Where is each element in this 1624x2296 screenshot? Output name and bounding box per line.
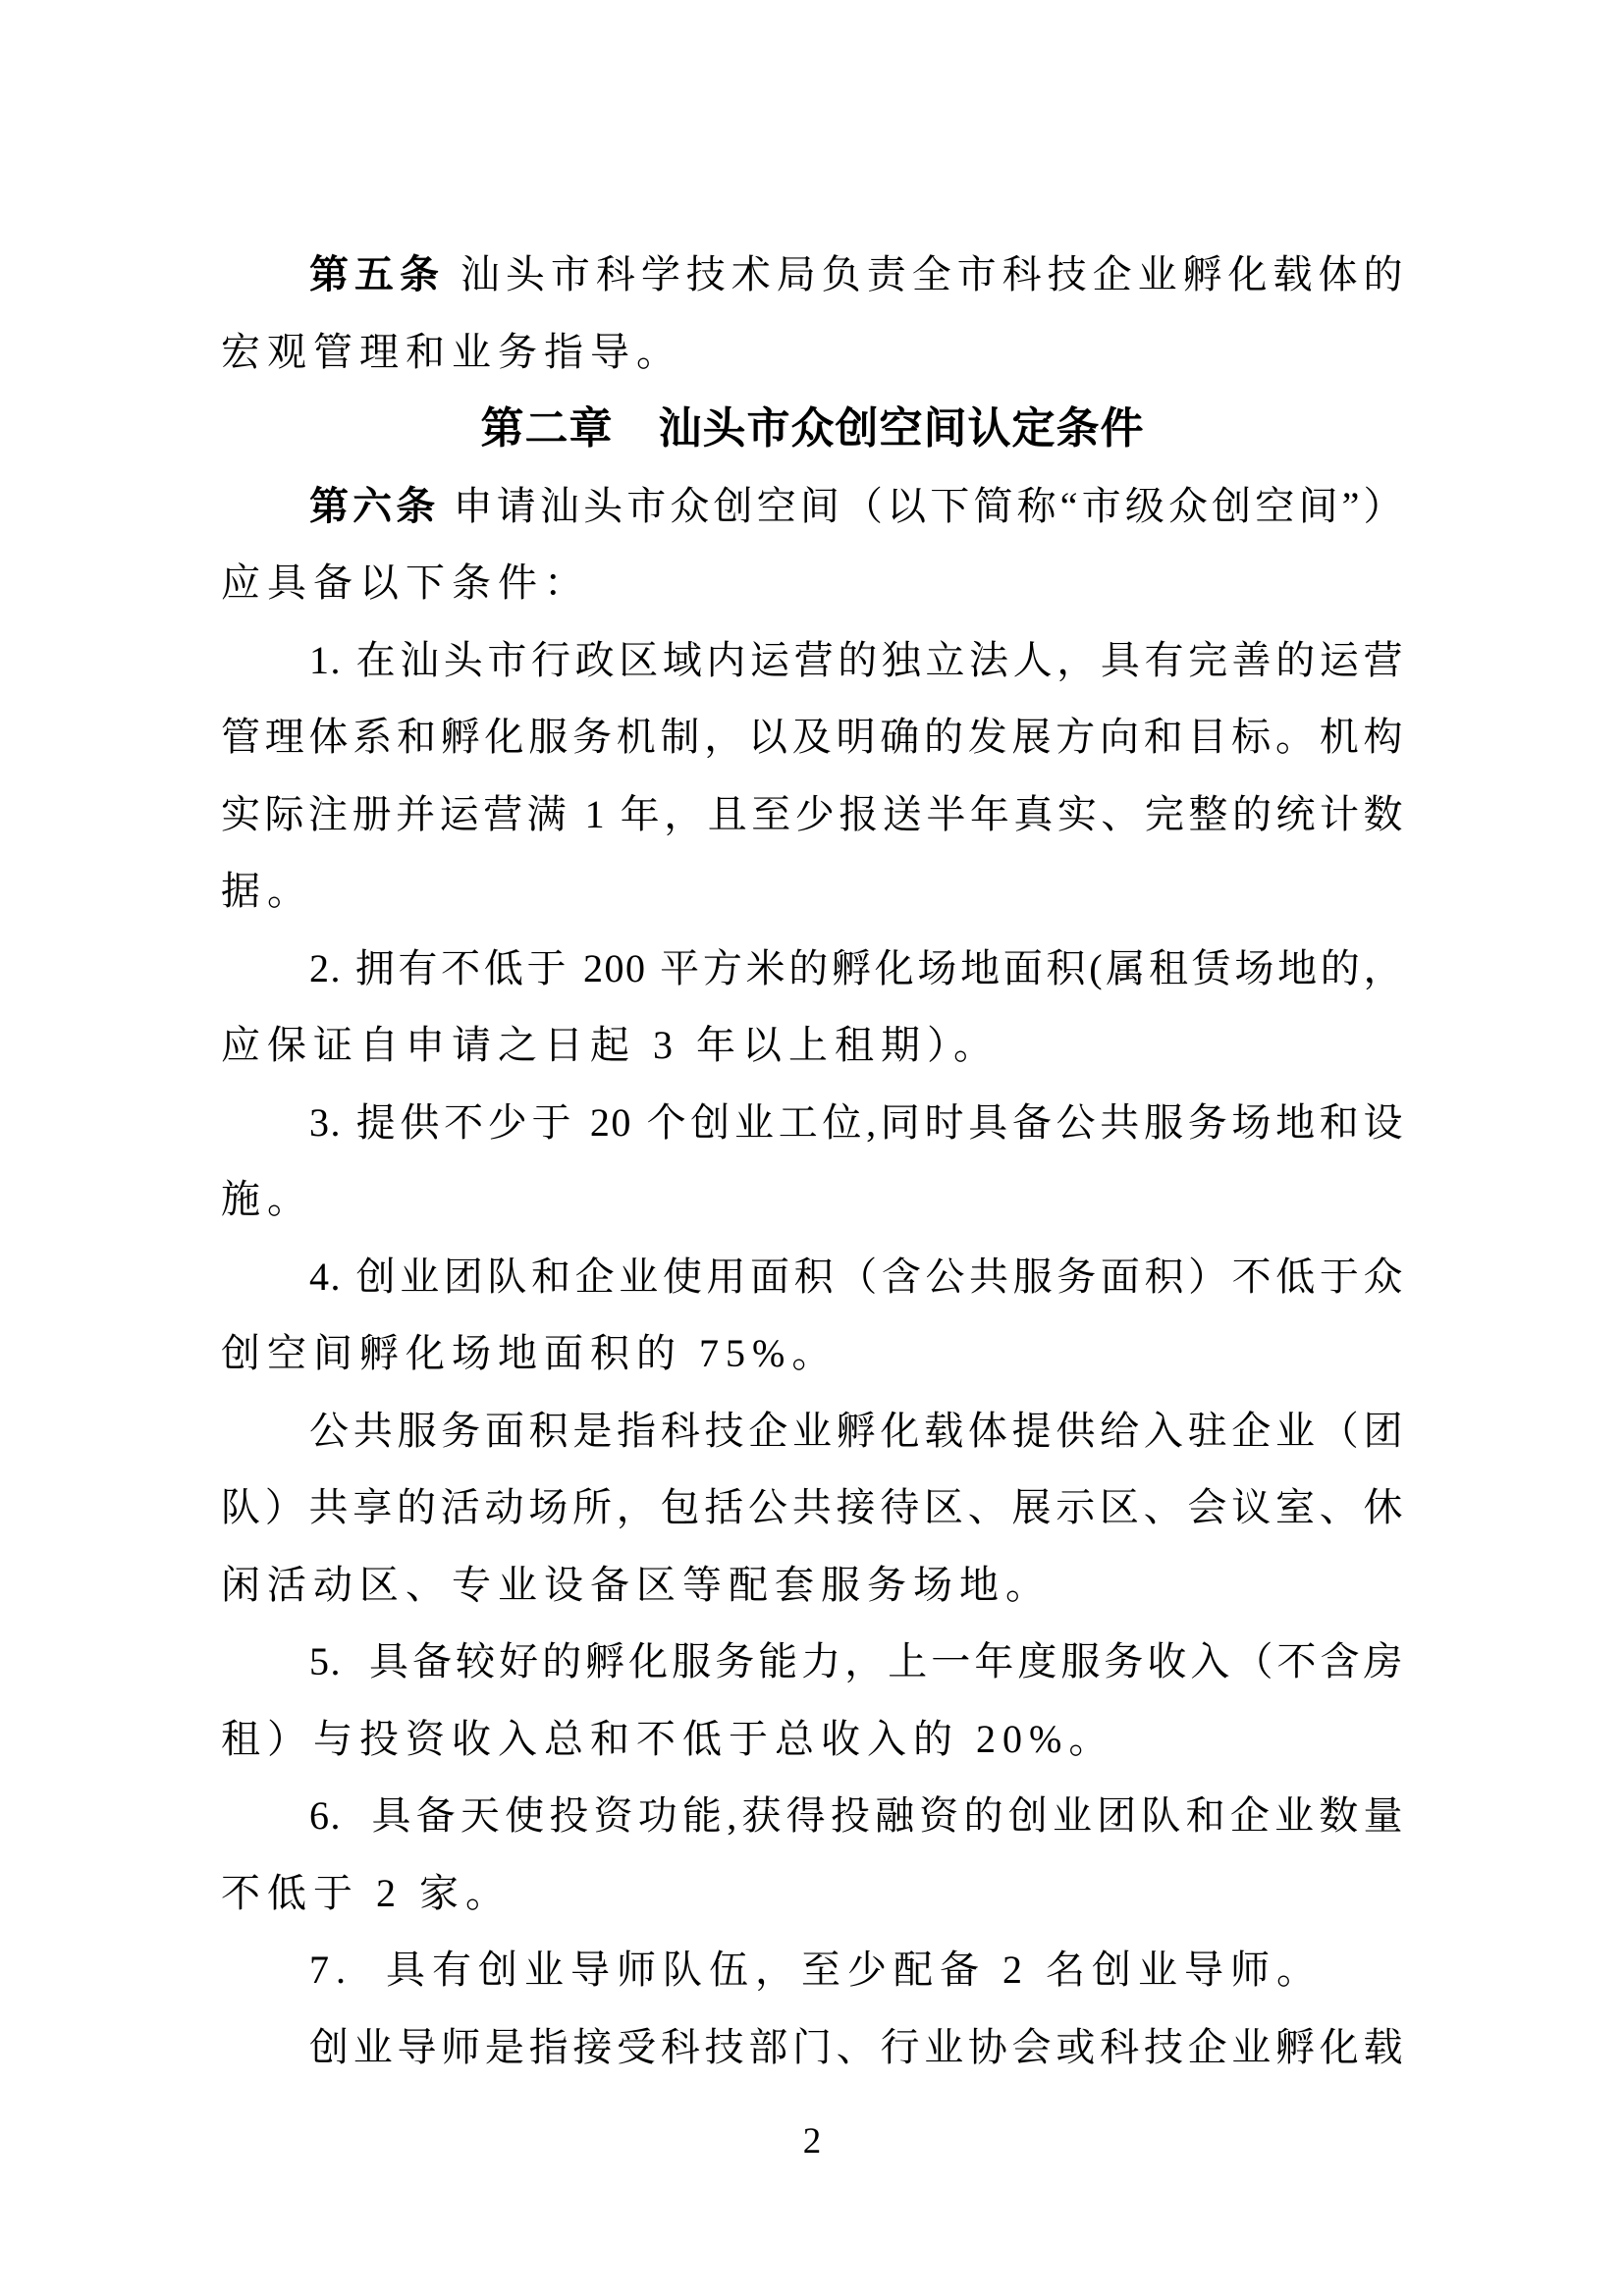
list-item-line: 3. 提供不少于 20 个创业工位,同时具备公共服务场地和设 xyxy=(309,1099,1404,1145)
paragraph-line: 应具备以下条件： xyxy=(221,561,590,605)
chapter-title: 汕头市众创空间认定条件 xyxy=(658,404,1145,453)
paragraph-line: 租）与投资收入总和不低于总收入的 20%。 xyxy=(221,1716,1115,1761)
paragraph-line: 创空间孵化场地面积的 75%。 xyxy=(221,1331,839,1375)
list-item-line: 5. 具备较好的孵化服务能力，上一年度服务收入（不含房 xyxy=(309,1639,1404,1683)
paragraph-line: 管理体系和孵化服务机制，以及明确的发展方向和目标。机构 xyxy=(221,715,1404,759)
paragraph-line xyxy=(221,468,1404,546)
line-text: 申请汕头市众创空间（以下简称“市级众创空间”） xyxy=(439,483,1405,528)
chapter-heading xyxy=(221,391,1404,468)
list-item-line: 1. 在汕头市行政区域内运营的独立法人，具有完善的运营 xyxy=(309,637,1404,682)
paragraph-line: 实际注册并运营满 1 年，且至少报送半年真实、完整的统计数 xyxy=(221,791,1404,836)
paragraph-line: 宏观管理和业务指导。 xyxy=(221,329,682,374)
page-number: 2 xyxy=(802,2121,822,2162)
paragraph-line: 据。 xyxy=(221,869,313,913)
list-item-line: 7. 具有创业导师队伍，至少配备 2 名创业导师。 xyxy=(309,1948,1323,1992)
paragraph-line: 公共服务面积是指科技企业孵化载体提供给入驻企业（团 xyxy=(309,1408,1404,1453)
list-item-line: 4. 创业团队和企业使用面积（含公共服务面积）不低于众 xyxy=(309,1254,1404,1299)
line-text: 汕头市科学技术局负责全市科技企业孵化载体的 xyxy=(444,252,1404,296)
article-number: 第五条 xyxy=(309,253,445,296)
paragraph-line: 创业导师是指接受科技部门、行业协会或科技企业孵化载 xyxy=(309,2024,1404,2069)
list-item-line: 6. 具备天使投资功能,获得投融资的创业团队和企业数量 xyxy=(309,1793,1404,1838)
paragraph-line: 闲活动区、专业设备区等配套服务场地。 xyxy=(221,1562,1052,1607)
paragraph-line: 队）共享的活动场所，包括公共接待区、展示区、会议室、休 xyxy=(221,1485,1404,1529)
chapter-label: 第二章 xyxy=(480,404,614,453)
list-item-line: 2. 拥有不低于 200 平方米的孵化场地面积(属租赁场地的， xyxy=(309,945,1404,990)
paragraph-line: 不低于 2 家。 xyxy=(221,1870,512,1915)
document-body xyxy=(221,237,1404,2086)
article-number: 第六条 xyxy=(309,484,440,528)
paragraph-line: 应保证自申请之日起 3 年以上租期）。 xyxy=(221,1023,1000,1067)
paragraph-line: 施。 xyxy=(221,1177,313,1221)
paragraph-line xyxy=(221,237,1404,314)
